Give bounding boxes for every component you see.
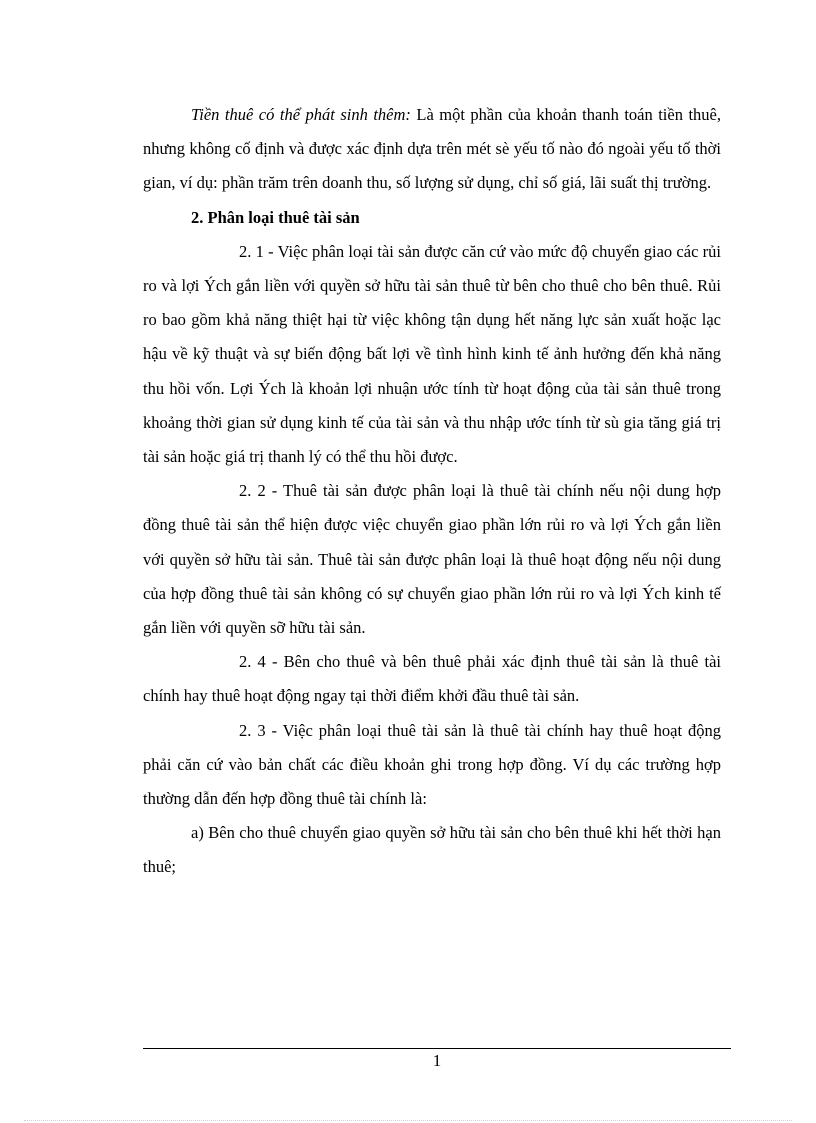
- clause-2-1: 2. 1 - Việc phân loại tài sản được căn cứ vào mức độ chuyển giao các rủi ro và lợi Ých gắn liền với quyền sở hữu tài sản thuê từ bên cho thuê cho bên thuê. Rủi ro bao gồm khả năng thiệt hại từ việc không tận dụng hết năng lực sản xuất hoặc lạc hậu về kỹ thuật và sự biến động bất lợi về tình hình kinh tế ảnh hưởng đến khả năng thu hồi vốn. Lợi Ých là khoản lợi nhuận ước tính từ hoạt động của tài sản thuê trong khoảng thời gian sử dụng kinh tế của tài sản và thu nhập ước tính từ sù gia tăng giá trị tài sản hoặc giá trị thanh lý có thể thu hồi được.: [143, 241, 721, 467]
- clause-2-4: 2. 4 - Bên cho thuê và bên thuê phải xác định thuê tài sản là thuê tài chính hay thuê hoạt động ngay tại thời điểm khởi đầu thuê tài sản.: [143, 652, 721, 706]
- clause-2-3: 2. 3 - Việc phân loại thuê tài sản là thuê tài chính hay thuê hoạt động phải căn cứ vào bản chất các điều khoản ghi trong hợp đồng. Ví dụ các trường hợp thường dẫn đến hợp đồng thuê tài chính là:: [143, 720, 721, 809]
- paragraph-contingent-rent: [143, 98, 721, 201]
- paragraph-lead-term: Tiền thuê có thể phát sinh thêm:: [191, 105, 411, 124]
- clause-2-2: 2. 2 - Thuê tài sản được phân loại là thuê tài chính nếu nội dung hợp đồng thuê tài sản thể hiện được việc chuyển giao phần lớn rủi ro và lợi Ých gắn liền với quyền sở hữu tài sản. Thuê tài sản được phân loại là thuê hoạt động nếu nội dung của hợp đồng thuê tài sản không có sự chuyển giao phần lớn rủi ro và lợi Ých kinh tế gắn liền với quyền sỡ hữu tài sản.: [143, 481, 721, 638]
- footer-divider: [143, 1048, 731, 1049]
- section-heading: 2. Phân loại thuê tài sản: [191, 207, 360, 227]
- sub-item-a: a) Bên cho thuê chuyển giao quyền sở hữu tài sản cho bên thuê khi hết thời hạn thuê;: [143, 823, 721, 877]
- paragraph-text: Là một phần của khoản thanh toán tiền thuê, nhưng không cố định và được xác định dựa trên mét sè yếu tố nào đó ngoài yếu tố thời gian, ví dụ: phần trăm trên doanh thu, số lượng sử dụng, chỉ số giá, lãi suất thị trường.: [143, 105, 721, 193]
- page-edge-divider: [24, 1120, 792, 1121]
- document-body: [143, 98, 721, 885]
- page-number: 1: [432, 1051, 442, 1070]
